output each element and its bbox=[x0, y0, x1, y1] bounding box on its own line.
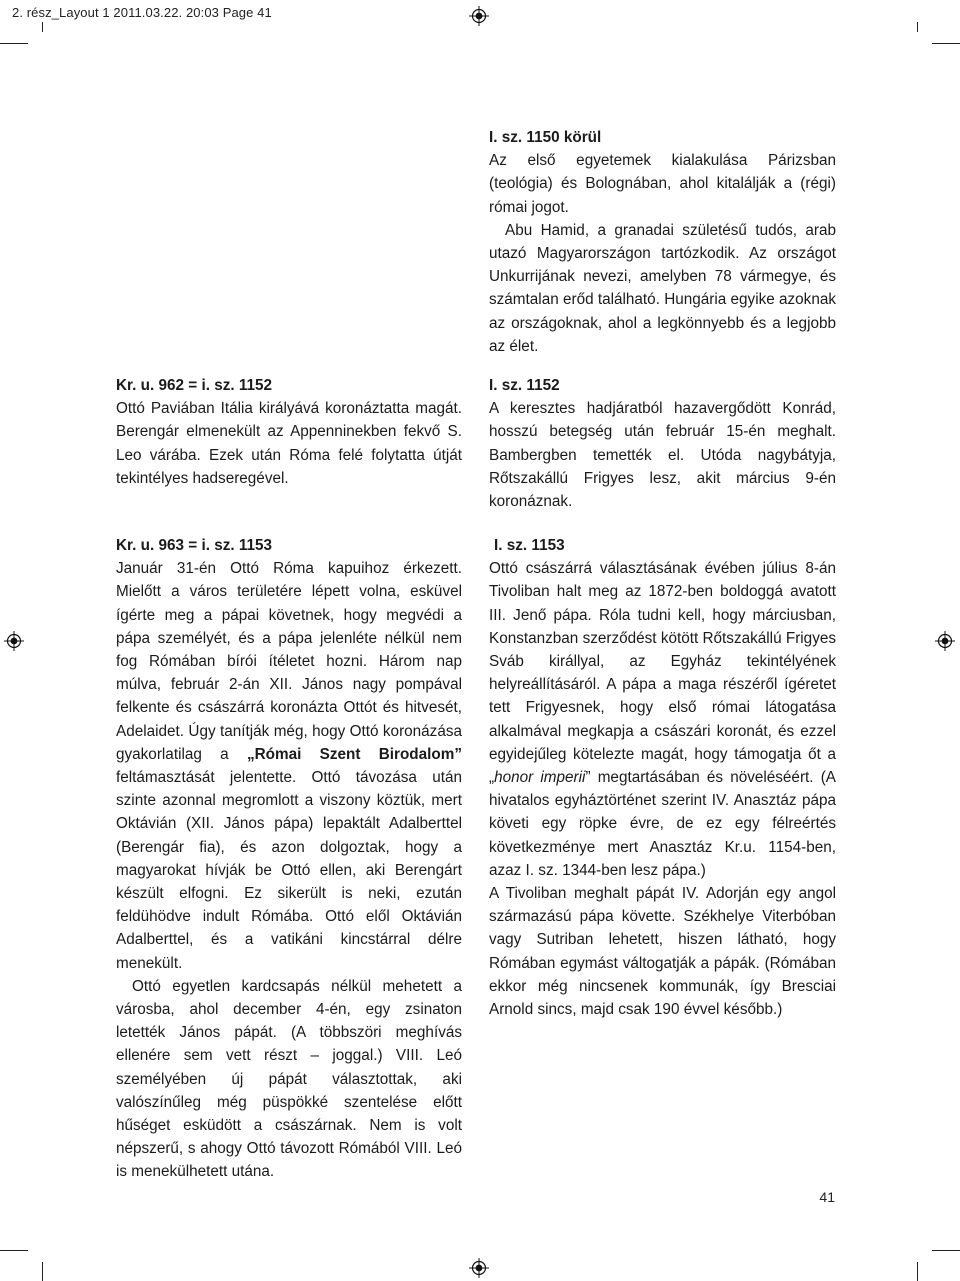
entry-963-text-a: Január 31-én Ottó Róma kapuihoz érkezett. Mielőtt a város területére lépett volna, esküvel ígérte meg a pápai követnek, hogy megvédi a pápa személyét, és a pápa jelenléte nélkül nem fog Rómában bírói ítéletet hozni. Három nap múlva, február 2-án XII. János nagy pompával felkente és császárrá koronázta Ottót és hitvesét, Adelaidet. Úgy tanítják még, hogy Ottó koronázása gyakorlatilag a bbox=[116, 560, 462, 763]
entry-1153-text-a: Ottó császárrá választásának évében július 8-án Tivoliban halt meg az 1872-ben boldoggá avatott III. Jenő pápa. Róla tudni kell, hogy márciusban, Konstanzban szerződést kötött Rőtszakállú Frigyes Sváb királlyal, az Egyház tekintélyének helyreállításáról. A pápa a maga részéről ígéretet tett Frigyesnek, hogy első római látogatása alkalmával megkapja a császári koronát, és ezzel egyidejűleg kötelezte magát, hogy támogatja őt a „ bbox=[489, 560, 836, 787]
entry-1150 bbox=[489, 126, 836, 358]
crop-mark-bottom-left bbox=[0, 1250, 28, 1251]
entry-963-paragraph-1 bbox=[116, 557, 462, 975]
crop-mark-bottom-right bbox=[932, 1250, 960, 1251]
entry-1153-text-b: ” megtartásában és növeléséért. (A hivatalos egyháztörténet szerint IV. Anasztáz pápa követi egy röpke évre, de ez egy félreértés következménye mert Anasztáz Kr.u. 1154-ben, azaz I. sz. 1344-ben lesz pápa.) bbox=[489, 769, 836, 879]
entry-1150-paragraph-1: Az első egyetemek kialakulása Párizsban (teológia) és Bolognában, ahol kitalálják a (régi) római jogot. bbox=[489, 152, 836, 216]
entry-1153-heading: I. sz. 1153 bbox=[494, 537, 565, 554]
crop-mark-top-right-v bbox=[917, 22, 918, 32]
entry-963-text-b: feltámasztását jelentette. Ottó távozása után szinte azonnal megromlott a viszony köztük, mert Oktávián (XII. János pápa) lepaktált Adalberttel (Berengár fia), és azon dolgoztak, hogy a magyarokat hívják be Ottó ellen, aki Berengárt készült elfogni. Ez sikerült is neki, ezután feldühödve indult Rómába. Ottó elől Oktávián Adalberttel, és a vatikáni kincstárral délre menekült. bbox=[116, 769, 462, 972]
registration-mark-top-icon bbox=[469, 6, 489, 26]
entry-1150-paragraph-2: Abu Hamid, a granadai születésű tudós, arab utazó Magyarországon tartózkodik. Az országot Unkurrijának nevezi, amelyben 78 vármegye, és számtalan erőd található. Hungária egyike azoknak az országoknak, ahol a legkönnyebb és a legjobb az élet. bbox=[489, 221, 836, 355]
entry-963 bbox=[116, 534, 462, 1184]
entry-1153-paragraph-1 bbox=[489, 557, 836, 882]
entry-962-paragraph-1: Ottó Paviában Itália királyává koronáztatta magát. Berengár elmenekült az Appenninekben fekvő S. Leo várába. Ezek után Róma felé folytatta útját tekintélyes hadseregével. bbox=[116, 400, 462, 487]
entry-1152 bbox=[489, 374, 836, 513]
entry-1153-paragraph-2: A Tivoliban meghalt pápát IV. Adorján egy angol származású pápa követte. Székhelye Viterbóban vagy Sutriban lehetett, hiszen látható, hogy Rómában egymást váltogatják a pápák. (Rómában ekkor még nincsenek kommunák, így Bresciai Arnold sincs, majd csak 190 évvel később.) bbox=[489, 885, 836, 1019]
entry-963-heading: Kr. u. 963 = i. sz. 1153 bbox=[116, 537, 273, 554]
crop-mark-top-right bbox=[932, 43, 960, 44]
crop-mark-bottom-right-v bbox=[917, 1262, 918, 1281]
entry-1150-heading: I. sz. 1150 körül bbox=[489, 129, 602, 146]
roman-empire-phrase: „Római Szent Birodalom” bbox=[246, 745, 462, 763]
crop-mark-bottom-left-v bbox=[42, 1262, 43, 1281]
entry-962-heading: Kr. u. 962 = i. sz. 1152 bbox=[116, 377, 273, 394]
entry-962 bbox=[116, 374, 462, 490]
honor-imperii-phrase: honor imperii bbox=[494, 769, 586, 787]
entry-963-paragraph-2: Ottó egyetlen kardcsapás nélkül mehetett a városba, ahol december 4-én, egy zsinaton letették János pápát. (A többszöri meghívás ellenére sem vett részt – joggal.) VIII. Leó személyében új pápát választottak, aki valószínűleg még püspökké szentelése előtt hűséget esküdött a császárnak. Nem is volt népszerű, s ahogy Ottó távozott Rómából VIII. Leó is menekülhetett utána. bbox=[116, 977, 462, 1181]
page-number: 41 bbox=[819, 1189, 835, 1205]
registration-mark-right-icon bbox=[935, 631, 955, 651]
registration-mark-bottom-icon bbox=[469, 1258, 489, 1278]
registration-mark-left-icon bbox=[4, 631, 24, 651]
entry-1152-paragraph-1: A keresztes hadjáratból hazavergődött Konrád, hosszú betegség után február 15-én meghalt. Bambergben temették el. Utóda nagybátyja, Rőtszakállú Frigyes lesz, akit március 9-én koronáznak. bbox=[489, 400, 836, 511]
crop-mark-top-left-v bbox=[42, 22, 43, 32]
entry-1153 bbox=[489, 534, 836, 1021]
crop-mark-top-left bbox=[0, 43, 28, 44]
printer-slug: 2. rész_Layout 1 2011.03.22. 20:03 Page 41 bbox=[12, 5, 272, 20]
entry-1152-heading: I. sz. 1152 bbox=[489, 377, 560, 394]
